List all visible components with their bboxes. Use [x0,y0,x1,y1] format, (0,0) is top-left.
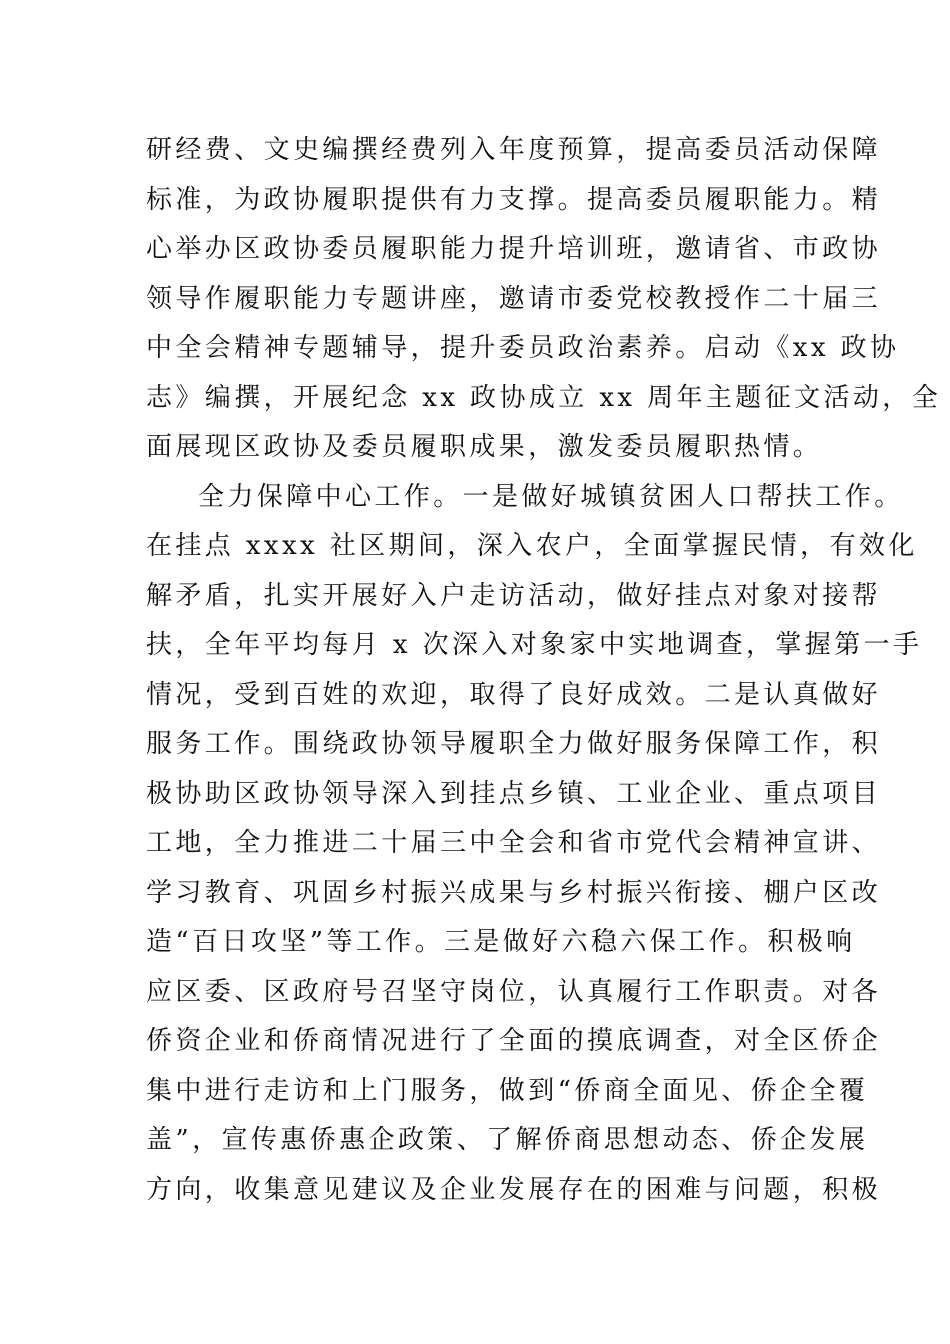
text-line: 解矛盾，扎实开展好入户走访活动，做好挂点对象对接帮 [146,580,882,611]
text-line: 造“百日攻坚”等工作。三是做好六稳六保工作。积极响 [146,927,856,957]
paragraph-1 [146,126,942,473]
text-line: 心举办区政协委员履职能力提升培训班，邀请省、市政协 [146,234,882,264]
text-line: 应区委、区政府号召坚守岗位，认真履行工作职责。对各 [146,976,882,1007]
text-line: 领导作履职能力专题讲座，邀请市委党校教授作二十届三 [146,283,882,314]
document-body [146,126,942,1215]
text-line: 服务工作。围绕政协领导履职全力做好服务保障工作，积 [146,729,882,759]
text-line: 工地，全力推进二十届三中全会和省市党代会精神宣讲、 [146,828,882,858]
paragraph-2 [146,473,923,1216]
text-line-indented: 全力保障中心工作。一是做好城镇贫困人口帮扶工作。 [198,481,904,512]
text-line: 集中进行走访和上门服务，做到“侨商全面见、侨企全覆 [146,1075,869,1106]
text-line: 面展现区政协及委员履职成果，激发委员履职热情。 [146,432,823,462]
text-line: 学习教育、巩固乡村振兴成果与乡村振兴衔接、棚户区改 [146,877,882,908]
text-line: 盖”，宣传惠侨惠企政策、了解侨商思想动态、侨企发展 [146,1125,869,1155]
text-line: 方向，收集意见建议及企业发展存在的困难与问题，积极 [146,1174,882,1205]
text-line: 中全会精神专题辅导，提升委员政治素养。启动《xx 政协 [146,333,900,363]
text-line: 情况，受到百姓的欢迎，取得了良好成效。二是认真做好 [146,679,882,710]
text-line: 扶，全年平均每月 x 次深入对象家中实地调查，掌握第一手 [146,630,923,660]
text-line: 在挂点 xxxx 社区期间，深入农户，全面掌握民情，有效化 [146,531,918,561]
text-line: 标准，为政协履职提供有力支撑。提高委员履职能力。精 [146,184,882,215]
text-line: 极协助区政协领导深入到挂点乡镇、工业企业、重点项目 [146,778,882,809]
text-line: 研经费、文史编撰经费列入年度预算，提高委员活动保障 [146,135,882,165]
text-line: 志》编撰，开展纪念 xx 政协成立 xx 周年主题征文活动，全 [146,382,942,413]
text-line: 侨资企业和侨商情况进行了全面的摸底调查，对全区侨企 [146,1026,882,1056]
